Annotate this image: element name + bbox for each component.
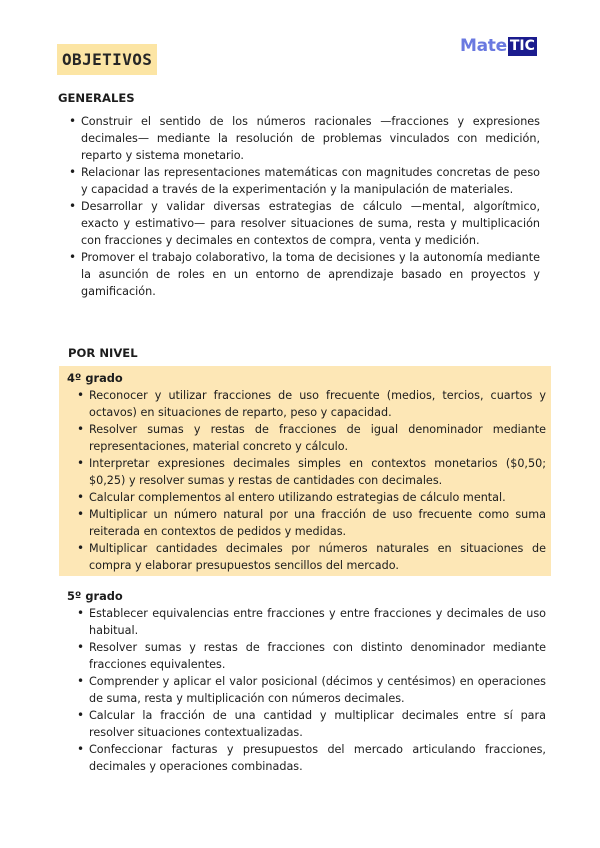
list-item: • Promover el trabajo colaborativo, la toma de decisiones y la autonomía mediante la asunción de roles en un entorno de aprendizaje basado en proyectos y gamificación.: [68, 249, 540, 300]
logo-main-text: Mate: [460, 36, 507, 56]
grade-4-list: [76, 387, 546, 574]
list-item: • Multiplicar un número natural por una fracción de uso frecuente como suma reiterada en contextos de pedidos y medidas.: [76, 506, 546, 540]
grade-4-title: 4º grado: [67, 371, 123, 385]
grade-5-box: [59, 584, 551, 774]
section-heading-generales: GENERALES: [58, 91, 135, 105]
grade-5-list: [76, 605, 546, 775]
list-item: • Confeccionar facturas y presupuestos del mercado articulando fracciones, decimales y operaciones combinadas.: [76, 741, 546, 775]
page-title-box: [57, 44, 157, 75]
list-item: • Reconocer y utilizar fracciones de uso frecuente (medios, tercios, cuartos y octavos) en situaciones de reparto, peso y capacidad.: [76, 387, 546, 421]
list-item: • Establecer equivalencias entre fracciones y entre fracciones y decimales de uso habitual.: [76, 605, 546, 639]
list-item: • Multiplicar cantidades decimales por números naturales en situaciones de compra y elaborar presupuestos sencillos del mercado.: [76, 540, 546, 574]
list-item: • Calcular la fracción de una cantidad y multiplicar decimales entre sí para resolver situaciones contextualizadas.: [76, 707, 546, 741]
grade-4-box: [59, 366, 551, 576]
generales-list: [68, 113, 540, 300]
page-title: OBJETIVOS: [62, 50, 153, 69]
grade-5-title: 5º grado: [67, 589, 123, 603]
list-item: • Construir el sentido de los números racionales —fracciones y expresiones decimales— mediante la resolución de problemas vinculados con medición, reparto y sistema monetario.: [68, 113, 540, 164]
section-heading-por-nivel: POR NIVEL: [68, 346, 138, 360]
list-item: • Interpretar expresiones decimales simples en contextos monetarios ($0,50; $0,25) y resolver sumas y restas de cantidades con decimales.: [76, 455, 546, 489]
list-item: • Comprender y aplicar el valor posicional (décimos y centésimos) en operaciones de suma, resta y multiplicación con números decimales.: [76, 673, 546, 707]
logo-box-text: TIC: [509, 37, 535, 54]
list-item: • Resolver sumas y restas de fracciones con distinto denominador mediante fracciones equivalentes.: [76, 639, 546, 673]
list-item: • Desarrollar y validar diversas estrategias de cálculo —mental, algorítmico, exacto y estimativo— para resolver situaciones de suma, resta y multiplicación con fracciones y decimales en contextos de compra, venta y medición.: [68, 198, 540, 249]
matetic-logo: [460, 35, 537, 57]
list-item: • Resolver sumas y restas de fracciones de igual denominador mediante representaciones, material concreto y cálculo.: [76, 421, 546, 455]
list-item: • Calcular complementos al entero utilizando estrategias de cálculo mental.: [76, 489, 546, 506]
list-item: • Relacionar las representaciones matemáticas con magnitudes concretas de peso y capacidad a través de la experimentación y la manipulación de materiales.: [68, 164, 540, 198]
